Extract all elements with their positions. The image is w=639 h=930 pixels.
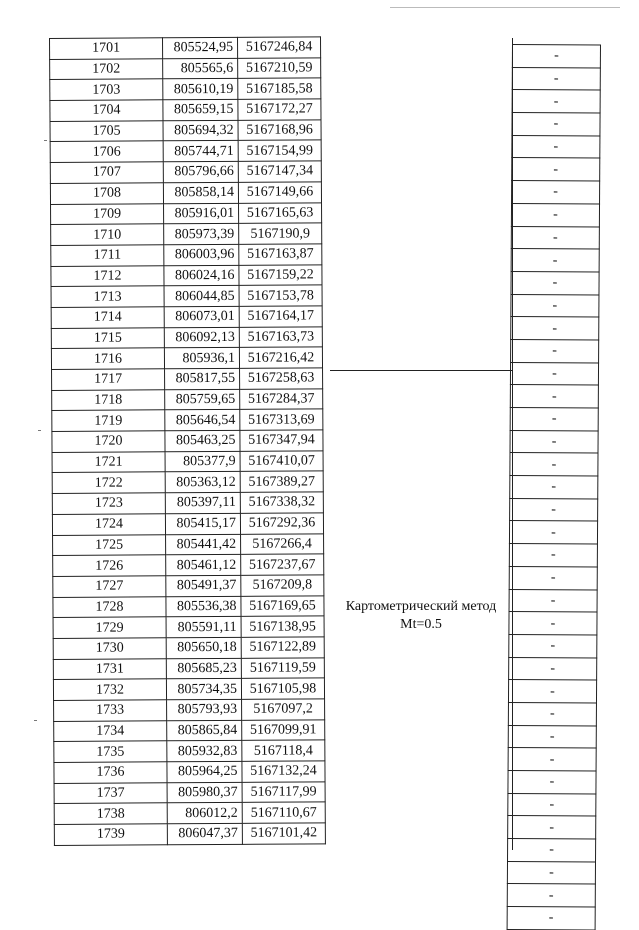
x-coordinate-cell: 806092,13 — [164, 327, 239, 348]
scan-artifact-dot — [34, 720, 37, 721]
table-row — [53, 637, 324, 659]
y-coordinate-cell: 5167292,36 — [240, 513, 323, 534]
table-row — [51, 347, 322, 369]
y-coordinate-cell: 5167119,59 — [241, 657, 324, 678]
y-coordinate-cell: 5167122,89 — [241, 637, 324, 658]
y-coordinate-cell: 5167169,65 — [241, 595, 324, 616]
point-number-cell: 1710 — [51, 224, 164, 245]
table-row — [510, 476, 598, 499]
table-row — [52, 471, 323, 493]
point-number-cell: 1731 — [53, 658, 166, 679]
point-number-cell: 1729 — [53, 617, 166, 638]
y-coordinate-cell: 5167266,4 — [241, 533, 324, 554]
table-row — [509, 612, 597, 635]
table-row — [52, 389, 323, 411]
table-row — [511, 249, 599, 272]
value-cell: - — [509, 521, 597, 544]
x-coordinate-cell: 805463,25 — [165, 430, 240, 451]
point-number-cell: 1732 — [53, 679, 166, 700]
value-cell: - — [511, 249, 599, 272]
y-coordinate-cell: 5167410,07 — [240, 451, 323, 472]
table-row — [510, 362, 598, 385]
value-cell: - — [511, 271, 599, 294]
table-row — [54, 802, 325, 824]
x-coordinate-cell: 805610,19 — [163, 79, 238, 100]
table-row — [52, 409, 323, 431]
value-cell: - — [510, 498, 598, 521]
y-coordinate-cell: 5167159,22 — [239, 264, 322, 285]
table-row — [53, 575, 324, 597]
x-coordinate-cell: 805397,11 — [165, 492, 240, 513]
value-cell: - — [509, 657, 597, 680]
table-row — [52, 368, 323, 390]
point-number-cell: 1707 — [50, 162, 163, 183]
table-row — [507, 907, 595, 930]
point-number-cell: 1713 — [51, 286, 164, 307]
table-row — [512, 90, 600, 113]
point-number-cell: 1728 — [53, 596, 166, 617]
table-row — [509, 634, 597, 657]
table-row — [510, 453, 598, 476]
table-row — [52, 492, 323, 514]
y-coordinate-cell: 5167246,84 — [237, 37, 320, 58]
x-coordinate-cell: 805591,11 — [166, 617, 241, 638]
table-row — [54, 761, 325, 783]
x-coordinate-cell: 805932,83 — [167, 741, 242, 762]
point-number-cell: 1724 — [52, 514, 165, 535]
value-cell: - — [510, 476, 598, 499]
y-coordinate-cell: 5167172,27 — [238, 99, 321, 120]
x-coordinate-cell: 805964,25 — [167, 761, 242, 782]
y-coordinate-cell: 5167284,37 — [240, 389, 323, 410]
table-row — [51, 244, 322, 266]
point-number-cell: 1738 — [54, 803, 167, 824]
table-row — [512, 113, 600, 136]
point-number-cell: 1706 — [50, 141, 163, 162]
scan-artifact-line — [390, 7, 620, 8]
table-row — [510, 407, 598, 430]
table-row — [50, 161, 321, 183]
table-row — [510, 498, 598, 521]
value-cell: - — [507, 907, 595, 930]
point-number-cell: 1716 — [51, 348, 164, 369]
table-row — [54, 823, 325, 845]
y-coordinate-cell: 5167118,4 — [242, 740, 325, 761]
value-cell: - — [510, 385, 598, 408]
x-coordinate-cell: 805565,6 — [163, 58, 238, 79]
x-coordinate-cell: 805363,12 — [165, 472, 240, 493]
y-coordinate-cell: 5167190,9 — [239, 223, 322, 244]
table-row — [50, 182, 321, 204]
table-row — [508, 770, 596, 793]
method-description — [330, 598, 512, 634]
x-coordinate-cell: 805817,55 — [165, 368, 240, 389]
value-cell: - — [511, 317, 599, 340]
table-row — [512, 181, 600, 204]
table-row — [50, 37, 321, 59]
point-number-cell: 1705 — [50, 121, 163, 142]
table-row — [50, 78, 321, 100]
table-row — [52, 430, 323, 452]
y-coordinate-cell: 5167216,42 — [239, 347, 322, 368]
y-coordinate-cell: 5167117,99 — [242, 782, 325, 803]
value-cell: - — [510, 453, 598, 476]
value-cell: - — [508, 816, 596, 839]
table-row — [509, 521, 597, 544]
x-coordinate-cell: 805744,71 — [163, 141, 238, 162]
y-coordinate-cell: 5167185,58 — [238, 78, 321, 99]
table-row — [50, 120, 321, 142]
x-coordinate-cell: 805646,54 — [165, 410, 240, 431]
y-coordinate-cell: 5167347,94 — [240, 430, 323, 451]
table-row — [50, 140, 321, 162]
table-row — [507, 861, 595, 884]
value-cell: - — [508, 839, 596, 862]
table-row — [510, 430, 598, 453]
table-row — [508, 816, 596, 839]
table-row — [509, 657, 597, 680]
y-coordinate-cell: 5167132,24 — [242, 761, 325, 782]
table-row — [508, 702, 596, 725]
table-row — [511, 226, 599, 249]
y-coordinate-cell: 5167163,87 — [239, 244, 322, 265]
table-row — [51, 223, 322, 245]
method-panel — [330, 38, 513, 850]
table-row — [512, 45, 600, 68]
x-coordinate-cell: 805415,17 — [165, 513, 240, 534]
table-row — [50, 58, 321, 80]
table-row — [53, 533, 324, 555]
value-cell: - — [508, 702, 596, 725]
y-coordinate-cell: 5167101,42 — [242, 823, 325, 844]
value-cell: - — [512, 90, 600, 113]
point-number-cell: 1737 — [54, 783, 167, 804]
y-coordinate-cell: 5167237,67 — [241, 554, 324, 575]
point-number-cell: 1701 — [50, 38, 163, 59]
point-number-cell: 1727 — [53, 576, 166, 597]
value-cell: - — [509, 589, 597, 612]
table-row — [509, 544, 597, 567]
x-coordinate-cell: 805650,18 — [166, 637, 241, 658]
values-table — [507, 44, 601, 930]
point-number-cell: 1717 — [52, 369, 165, 390]
x-coordinate-cell: 805759,65 — [165, 389, 240, 410]
y-coordinate-cell: 5167313,69 — [240, 409, 323, 430]
point-number-cell: 1715 — [51, 327, 164, 348]
x-coordinate-cell: 805461,12 — [166, 555, 241, 576]
table-row — [53, 657, 324, 679]
table-row — [53, 678, 324, 700]
table-row — [511, 339, 599, 362]
y-coordinate-cell: 5167154,99 — [238, 140, 321, 161]
point-number-cell: 1712 — [51, 265, 164, 286]
table-row — [508, 793, 596, 816]
value-cell: - — [511, 339, 599, 362]
point-number-cell: 1734 — [54, 720, 167, 741]
table-row — [512, 135, 600, 158]
table-row — [508, 748, 596, 771]
x-coordinate-cell: 805796,66 — [163, 161, 238, 182]
scan-artifact-dot — [44, 140, 47, 141]
table-row — [53, 554, 324, 576]
coordinates-table-body — [50, 37, 326, 845]
table-row — [51, 264, 322, 286]
point-number-cell: 1718 — [52, 389, 165, 410]
coordinates-table — [49, 36, 326, 845]
value-cell: - — [508, 748, 596, 771]
y-coordinate-cell: 5167153,78 — [239, 285, 322, 306]
value-cell: - — [509, 566, 597, 589]
value-cell: - — [509, 544, 597, 567]
y-coordinate-cell: 5167110,67 — [242, 802, 325, 823]
table-row — [509, 589, 597, 612]
point-number-cell: 1721 — [52, 452, 165, 473]
table-row — [54, 740, 325, 762]
point-number-cell: 1739 — [54, 824, 167, 845]
table-row — [511, 203, 599, 226]
point-number-cell: 1720 — [52, 431, 165, 452]
point-number-cell: 1704 — [50, 100, 163, 121]
y-coordinate-cell: 5167099,91 — [242, 720, 325, 741]
value-cell: - — [512, 181, 600, 204]
method-accuracy: Mt=0.5 — [400, 617, 442, 632]
x-coordinate-cell: 805734,35 — [166, 679, 241, 700]
table-row — [508, 839, 596, 862]
table-row — [508, 725, 596, 748]
table-row — [54, 720, 325, 742]
y-coordinate-cell: 5167163,73 — [239, 326, 322, 347]
value-cell: - — [508, 725, 596, 748]
value-cell: - — [508, 680, 596, 703]
point-number-cell: 1703 — [50, 79, 163, 100]
value-cell: - — [509, 634, 597, 657]
table-row — [51, 285, 322, 307]
point-number-cell: 1722 — [52, 472, 165, 493]
table-row — [508, 680, 596, 703]
y-coordinate-cell: 5167164,17 — [239, 306, 322, 327]
value-cell: - — [512, 113, 600, 136]
table-row — [54, 699, 325, 721]
table-row — [510, 385, 598, 408]
value-cell: - — [507, 861, 595, 884]
x-coordinate-cell: 806073,01 — [164, 306, 239, 327]
y-coordinate-cell: 5167338,32 — [240, 492, 323, 513]
x-coordinate-cell: 805685,23 — [166, 658, 241, 679]
x-coordinate-cell: 806047,37 — [167, 823, 242, 844]
table-row — [507, 884, 595, 907]
table-row — [51, 306, 322, 328]
table-row — [512, 67, 600, 90]
value-cell: - — [509, 612, 597, 635]
table-row — [509, 566, 597, 589]
method-name: Картометрический метод — [345, 599, 497, 614]
table-row — [511, 271, 599, 294]
value-cell: - — [508, 793, 596, 816]
y-coordinate-cell: 5167168,96 — [238, 120, 321, 141]
value-cell: - — [511, 226, 599, 249]
x-coordinate-cell: 806003,96 — [164, 244, 239, 265]
x-coordinate-cell: 805980,37 — [167, 782, 242, 803]
table-row — [54, 782, 325, 804]
point-number-cell: 1709 — [51, 203, 164, 224]
point-number-cell: 1725 — [53, 534, 166, 555]
y-coordinate-cell: 5167105,98 — [241, 678, 324, 699]
value-cell: - — [507, 884, 595, 907]
x-coordinate-cell: 805793,93 — [167, 699, 242, 720]
scan-artifact-dot — [38, 430, 41, 431]
point-number-cell: 1735 — [54, 741, 167, 762]
point-number-cell: 1711 — [51, 245, 164, 266]
y-coordinate-cell: 5167209,8 — [241, 575, 324, 596]
x-coordinate-cell: 805694,32 — [163, 120, 238, 141]
table-row — [52, 451, 323, 473]
point-number-cell: 1708 — [50, 183, 163, 204]
point-number-cell: 1719 — [52, 410, 165, 431]
x-coordinate-cell: 805441,42 — [166, 534, 241, 555]
x-coordinate-cell: 806044,85 — [164, 286, 239, 307]
values-table-body — [507, 45, 600, 930]
point-number-cell: 1714 — [51, 307, 164, 328]
x-coordinate-cell: 806012,2 — [167, 803, 242, 824]
table-row — [51, 326, 322, 348]
y-coordinate-cell: 5167149,66 — [238, 182, 321, 203]
x-coordinate-cell: 806024,16 — [164, 265, 239, 286]
value-cell: - — [510, 430, 598, 453]
table-row — [511, 294, 599, 317]
value-cell: - — [510, 407, 598, 430]
x-coordinate-cell: 805865,84 — [167, 720, 242, 741]
table-row — [511, 317, 599, 340]
point-number-cell: 1726 — [53, 555, 166, 576]
x-coordinate-cell: 805973,39 — [164, 224, 239, 245]
x-coordinate-cell: 805936,1 — [164, 348, 239, 369]
point-number-cell: 1702 — [50, 58, 163, 79]
value-cell: - — [508, 770, 596, 793]
point-number-cell: 1723 — [52, 493, 165, 514]
point-number-cell: 1730 — [53, 638, 166, 659]
point-number-cell: 1733 — [54, 700, 167, 721]
value-cell: - — [512, 45, 600, 68]
y-coordinate-cell: 5167147,34 — [238, 161, 321, 182]
table-row — [51, 202, 322, 224]
y-coordinate-cell: 5167165,63 — [239, 202, 322, 223]
table-row — [50, 99, 321, 121]
value-cell: - — [510, 362, 598, 385]
y-coordinate-cell: 5167389,27 — [240, 471, 323, 492]
x-coordinate-cell: 805916,01 — [164, 203, 239, 224]
x-coordinate-cell: 805377,9 — [165, 451, 240, 472]
table-row — [52, 513, 323, 535]
point-number-cell: 1736 — [54, 762, 167, 783]
x-coordinate-cell: 805524,95 — [163, 37, 238, 58]
table-row — [53, 616, 324, 638]
x-coordinate-cell: 805491,37 — [166, 575, 241, 596]
value-cell: - — [511, 294, 599, 317]
y-coordinate-cell: 5167258,63 — [240, 368, 323, 389]
value-cell: - — [512, 158, 600, 181]
x-coordinate-cell: 805659,15 — [163, 99, 238, 120]
value-cell: - — [511, 203, 599, 226]
value-cell: - — [512, 135, 600, 158]
x-coordinate-cell: 805858,14 — [163, 182, 238, 203]
y-coordinate-cell: 5167138,95 — [241, 616, 324, 637]
method-panel-border — [330, 370, 512, 371]
y-coordinate-cell: 5167210,59 — [238, 58, 321, 79]
y-coordinate-cell: 5167097,2 — [242, 699, 325, 720]
table-row — [512, 158, 600, 181]
value-cell: - — [512, 67, 600, 90]
table-row — [53, 595, 324, 617]
x-coordinate-cell: 805536,38 — [166, 596, 241, 617]
